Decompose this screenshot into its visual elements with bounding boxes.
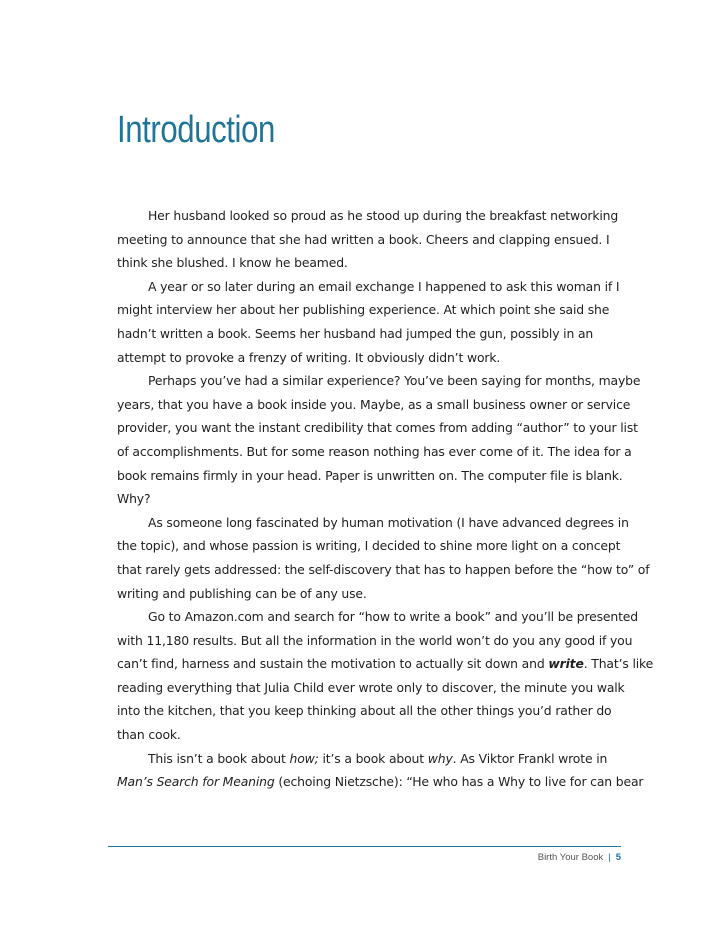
line-text: Perhaps you’ve had a similar experience? You’ve been saying for months, maybe [148, 373, 641, 389]
line-text: reading everything that Julia Child ever wrote only to discover, the minute you walk [117, 679, 625, 695]
line-text: the topic), and whose passion is writing, I decided to shine more light on a concept [117, 538, 621, 554]
line-text: A year or so later during an email exchange I happened to ask this woman if I [148, 278, 620, 294]
text-line [117, 723, 617, 747]
line-text: it’s a book about [318, 750, 428, 766]
line-text: provider, you want the instant credibility that comes from adding “author” to your list [117, 420, 638, 436]
footer-separator: | [608, 852, 611, 863]
line-text: into the kitchen, that you keep thinking about all the other things you’d rather do [117, 703, 612, 719]
line-text: think she blushed. I know he beamed. [117, 255, 348, 271]
text-line [117, 676, 625, 700]
text-line [117, 464, 623, 488]
line-text: that rarely gets addressed: the self-discovery that has to happen before the “how to” of [117, 561, 650, 577]
text-line [117, 770, 644, 794]
chapter-title: Introduction [117, 109, 275, 151]
text-line [117, 487, 617, 511]
text-line [117, 605, 638, 629]
text-line [117, 204, 617, 228]
emphasis-text: why [427, 750, 453, 766]
line-text: Why? [117, 491, 151, 507]
text-line [117, 511, 629, 535]
text-line [117, 416, 638, 440]
line-text: . As Viktor Frankl wrote in [452, 750, 608, 766]
text-line [117, 699, 617, 723]
text-line [117, 346, 617, 370]
footer-book-title: Birth Your Book [537, 852, 604, 863]
line-text: attempt to provoke a frenzy of writing. It obviously didn’t work. [117, 349, 501, 365]
text-line [117, 629, 633, 653]
line-text: might interview her about her publishing experience. At which point she said she [117, 302, 610, 318]
line-text: . That’s like [583, 656, 654, 672]
text-line [117, 747, 617, 771]
text-line [117, 582, 617, 606]
line-text: (echoing Nietzsche): “He who has a Why to live for can bear [274, 774, 644, 790]
line-text: book remains firmly in your head. Paper is unwritten on. The computer file is blank. [117, 467, 623, 483]
emphasis-text: write [548, 656, 584, 672]
line-text: writing and publishing can be of any use. [117, 585, 367, 601]
text-line [117, 251, 617, 275]
line-text: can’t find, harness and sustain the motivation to actually sit down and [117, 656, 549, 672]
line-text: meeting to announce that she had written a book. Cheers and clapping ensued. I [117, 231, 610, 247]
text-line [117, 275, 620, 299]
line-text: than cook. [117, 727, 181, 743]
line-text: Her husband looked so proud as he stood up during the breakfast networking [148, 208, 619, 223]
text-line [117, 534, 621, 558]
body-text [117, 204, 654, 794]
text-line [117, 652, 654, 676]
line-text: hadn’t written a book. Seems her husband had jumped the gun, possibly in an [117, 325, 594, 341]
line-text: of accomplishments. But for some reason nothing has ever come of it. The idea for a [117, 443, 632, 459]
text-line [117, 322, 617, 346]
emphasis-text: how; [289, 750, 319, 766]
line-text: Go to Amazon.com and search for “how to write a book” and you’ll be presented [148, 609, 638, 625]
page-footer [538, 852, 621, 863]
text-line [117, 298, 617, 322]
text-line [117, 369, 641, 393]
page-number: 5 [615, 852, 621, 863]
text-line [117, 558, 650, 582]
line-text: As someone long fascinated by human motivation (I have advanced degrees in [148, 514, 629, 530]
text-line [117, 228, 617, 252]
line-text: years, that you have a book inside you. Maybe, as a small business owner or service [117, 396, 631, 412]
line-text: with 11,180 results. But all the information in the world won’t do you any good if you [117, 632, 633, 648]
emphasis-text: Man’s Search for Meaning [117, 774, 275, 790]
text-line [117, 393, 631, 417]
footer-rule [108, 846, 621, 847]
text-line [117, 440, 632, 464]
line-text: This isn’t a book about [148, 750, 290, 766]
